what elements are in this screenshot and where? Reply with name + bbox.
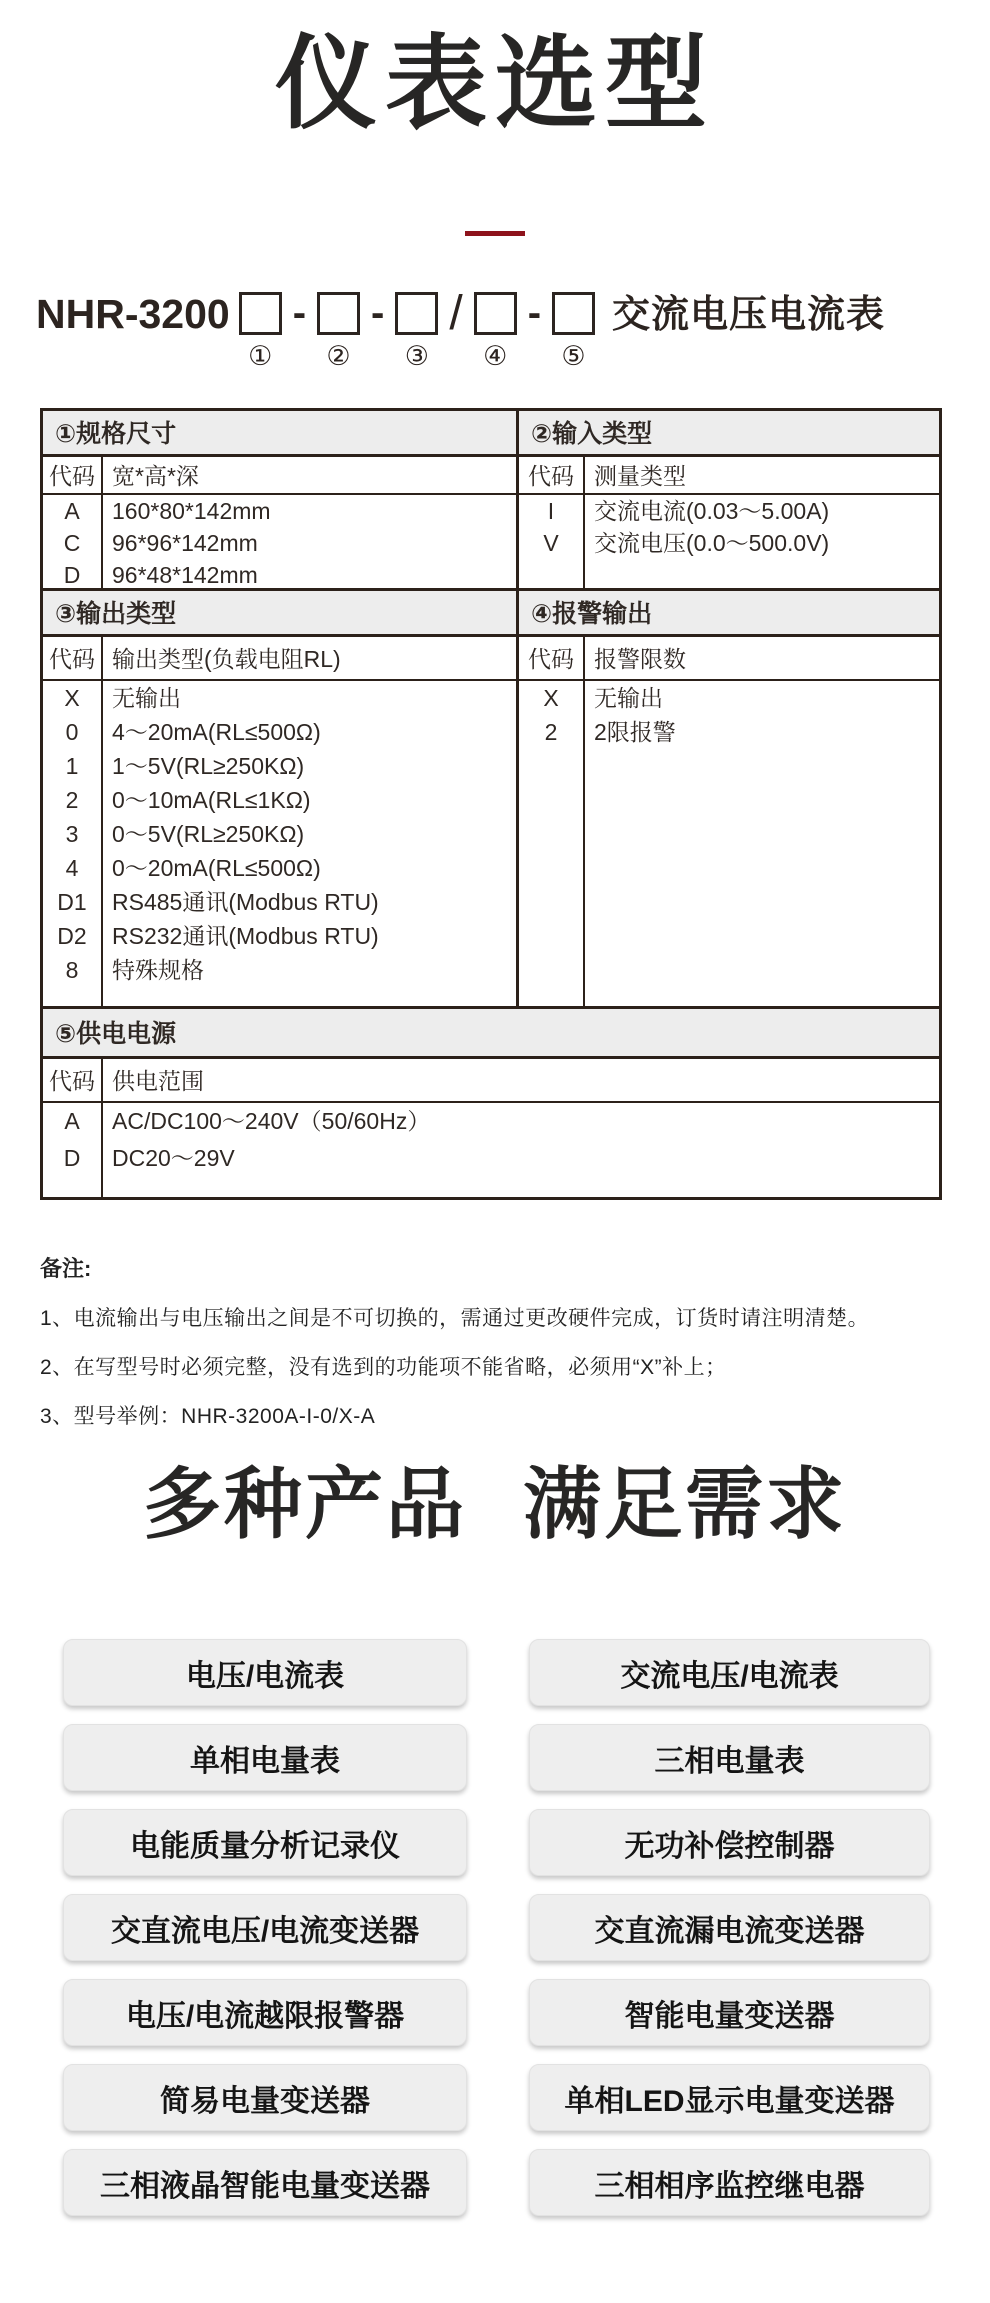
- value-cell: 无输出: [112, 685, 181, 711]
- code-cell: D: [63, 1145, 81, 1171]
- model-box-1: [239, 292, 282, 335]
- data-band-1: [43, 495, 939, 591]
- model-separator-4: -: [527, 291, 542, 335]
- code-cell: 4: [65, 855, 79, 881]
- value-cell: RS232通讯(Modbus RTU): [112, 923, 379, 949]
- model-position-3: ③: [404, 341, 429, 371]
- model-slot-2: [317, 292, 360, 370]
- code-cell: 0: [65, 719, 79, 745]
- code-cell: A: [64, 1108, 80, 1134]
- section-title-input: ②输入类型: [531, 420, 653, 448]
- product-button[interactable]: 电压/电流越限报警器: [63, 1979, 467, 2046]
- col-header-code: 代码: [519, 457, 585, 493]
- product-button[interactable]: 三相相序监控继电器: [529, 2149, 930, 2216]
- model-position-4: ④: [483, 341, 508, 371]
- model-box-4: [474, 292, 517, 335]
- products-heading-right: 满足需求: [523, 1460, 848, 1548]
- col-header-label: 输出类型(负载电阻RL): [112, 646, 341, 672]
- value-cell: 1～5V(RL≥250KΩ): [112, 753, 305, 779]
- code-cell: 2: [544, 719, 558, 745]
- model-position-5: ⑤: [561, 341, 586, 371]
- model-slot-1: [239, 292, 282, 370]
- code-column: [43, 1103, 103, 1197]
- section-title-power: ⑤供电电源: [55, 1020, 177, 1048]
- model-ordering-line: [36, 287, 886, 371]
- value-cell: AC/DC100～240V（50/60Hz）: [112, 1108, 431, 1134]
- code-cell: D1: [57, 889, 87, 915]
- code-cell: X: [543, 685, 559, 711]
- model-prefix: NHR-3200: [36, 291, 230, 337]
- code-cell: 8: [65, 957, 79, 983]
- product-button[interactable]: 交直流电压/电流变送器: [63, 1894, 467, 1961]
- value-cell: 交流电压(0.0～500.0V): [594, 530, 830, 556]
- column-header-band-3: [43, 1059, 939, 1103]
- value-cell: RS485通讯(Modbus RTU): [112, 889, 379, 915]
- product-button[interactable]: 单相电量表: [63, 1724, 467, 1791]
- code-column: [43, 681, 103, 1006]
- code-column: [519, 681, 585, 1006]
- value-cell: 0～5V(RL≥250KΩ): [112, 821, 305, 847]
- value-cell: 96*96*142mm: [112, 530, 258, 556]
- section-header-band-2: [43, 591, 939, 637]
- value-column: [103, 495, 516, 588]
- col-header-code: 代码: [43, 457, 103, 493]
- product-button[interactable]: 简易电量变送器: [63, 2064, 467, 2131]
- products-heading: [0, 1462, 990, 1548]
- accent-dash: [465, 231, 525, 236]
- section-header-band-1: [43, 411, 939, 457]
- model-position-1: ①: [248, 341, 273, 371]
- value-column: [103, 681, 516, 1006]
- model-slot-4: [474, 292, 517, 370]
- code-cell: D: [63, 562, 81, 588]
- notes-label: 备注:: [40, 1256, 92, 1281]
- model-suffix: 交流电压电流表: [612, 294, 886, 336]
- value-cell: 0～20mA(RL≤500Ω): [112, 855, 321, 881]
- product-button[interactable]: 智能电量变送器: [529, 1979, 930, 2046]
- model-box-3: [395, 292, 438, 335]
- model-position-2: ②: [326, 341, 351, 371]
- code-cell: V: [543, 530, 559, 556]
- code-column: [43, 495, 103, 588]
- value-cell: 交流电流(0.03～5.00A): [594, 498, 830, 524]
- data-band-3: [43, 1103, 939, 1197]
- page-title: 仪表选型: [275, 27, 715, 141]
- value-column: [103, 1103, 939, 1197]
- model-box-2: [317, 292, 360, 335]
- code-cell: C: [63, 530, 81, 556]
- section-title-size: ①规格尺寸: [43, 411, 519, 454]
- product-button[interactable]: 三相液晶智能电量变送器: [63, 2149, 467, 2216]
- data-band-2: [43, 681, 939, 1009]
- code-cell: D2: [57, 923, 87, 949]
- model-box-5: [552, 292, 595, 335]
- product-button[interactable]: 无功补偿控制器: [529, 1809, 930, 1876]
- value-column: [585, 681, 939, 1006]
- notes: [40, 1252, 869, 1430]
- model-separator-slash: /: [449, 287, 463, 340]
- product-button[interactable]: 三相电量表: [529, 1724, 930, 1791]
- value-cell: 96*48*142mm: [112, 562, 258, 588]
- code-cell: 2: [65, 787, 79, 813]
- product-button[interactable]: 交流电压/电流表: [529, 1639, 930, 1706]
- model-slot-3: [395, 292, 438, 370]
- code-cell: X: [64, 685, 80, 711]
- model-slot-5: [552, 292, 595, 370]
- col-header-label: 报警限数: [594, 646, 686, 672]
- col-header-code: 代码: [519, 637, 585, 679]
- products-heading-left: 多种产品: [142, 1460, 467, 1548]
- value-cell: 特殊规格: [112, 957, 204, 983]
- col-header-label: 供电范围: [112, 1068, 204, 1094]
- code-cell: 3: [65, 821, 79, 847]
- column-header-band-1: [43, 457, 939, 495]
- note-item: 1、电流输出与电压输出之间是不可切换的，需通过更改硬件完成，订货时请注明清楚。: [40, 1307, 870, 1330]
- col-header-code: 代码: [43, 637, 103, 679]
- value-cell: DC20～29V: [112, 1145, 235, 1171]
- col-header-label: 测量类型: [594, 463, 686, 489]
- product-button[interactable]: 交直流漏电流变送器: [529, 1894, 930, 1961]
- code-cell: 1: [65, 753, 79, 779]
- value-cell: 无输出: [594, 685, 663, 711]
- note-item: 3、型号举例：NHR-3200A-I-0/X-A: [40, 1405, 376, 1428]
- value-cell: 0～10mA(RL≤1KΩ): [112, 787, 311, 813]
- value-cell: 4～20mA(RL≤500Ω): [112, 719, 321, 745]
- note-item: 2、在写型号时必须完整，没有选到的功能项不能省略，必须用“X”补上；: [40, 1356, 727, 1379]
- spec-table: [40, 408, 942, 1200]
- section-title-output: ③输出类型: [43, 591, 519, 634]
- product-button[interactable]: 电能质量分析记录仪: [63, 1809, 467, 1876]
- value-column: [585, 495, 939, 588]
- code-column: [519, 495, 585, 588]
- model-separator-1: -: [292, 291, 307, 335]
- section-header-band-3: [43, 1009, 939, 1059]
- product-button[interactable]: 电压/电流表: [63, 1639, 467, 1706]
- code-cell: A: [64, 498, 80, 524]
- product-button[interactable]: 单相LED显示电量变送器: [529, 2064, 930, 2131]
- code-cell: I: [547, 498, 555, 524]
- value-cell: 2限报警: [594, 719, 676, 745]
- model-separator-2: -: [371, 291, 385, 335]
- col-header-code: 代码: [43, 1059, 103, 1101]
- section-title-alarm: ④报警输出: [531, 600, 653, 628]
- column-header-band-2: [43, 637, 939, 681]
- value-cell: 160*80*142mm: [112, 498, 271, 524]
- col-header-label: 宽*高*深: [112, 463, 199, 489]
